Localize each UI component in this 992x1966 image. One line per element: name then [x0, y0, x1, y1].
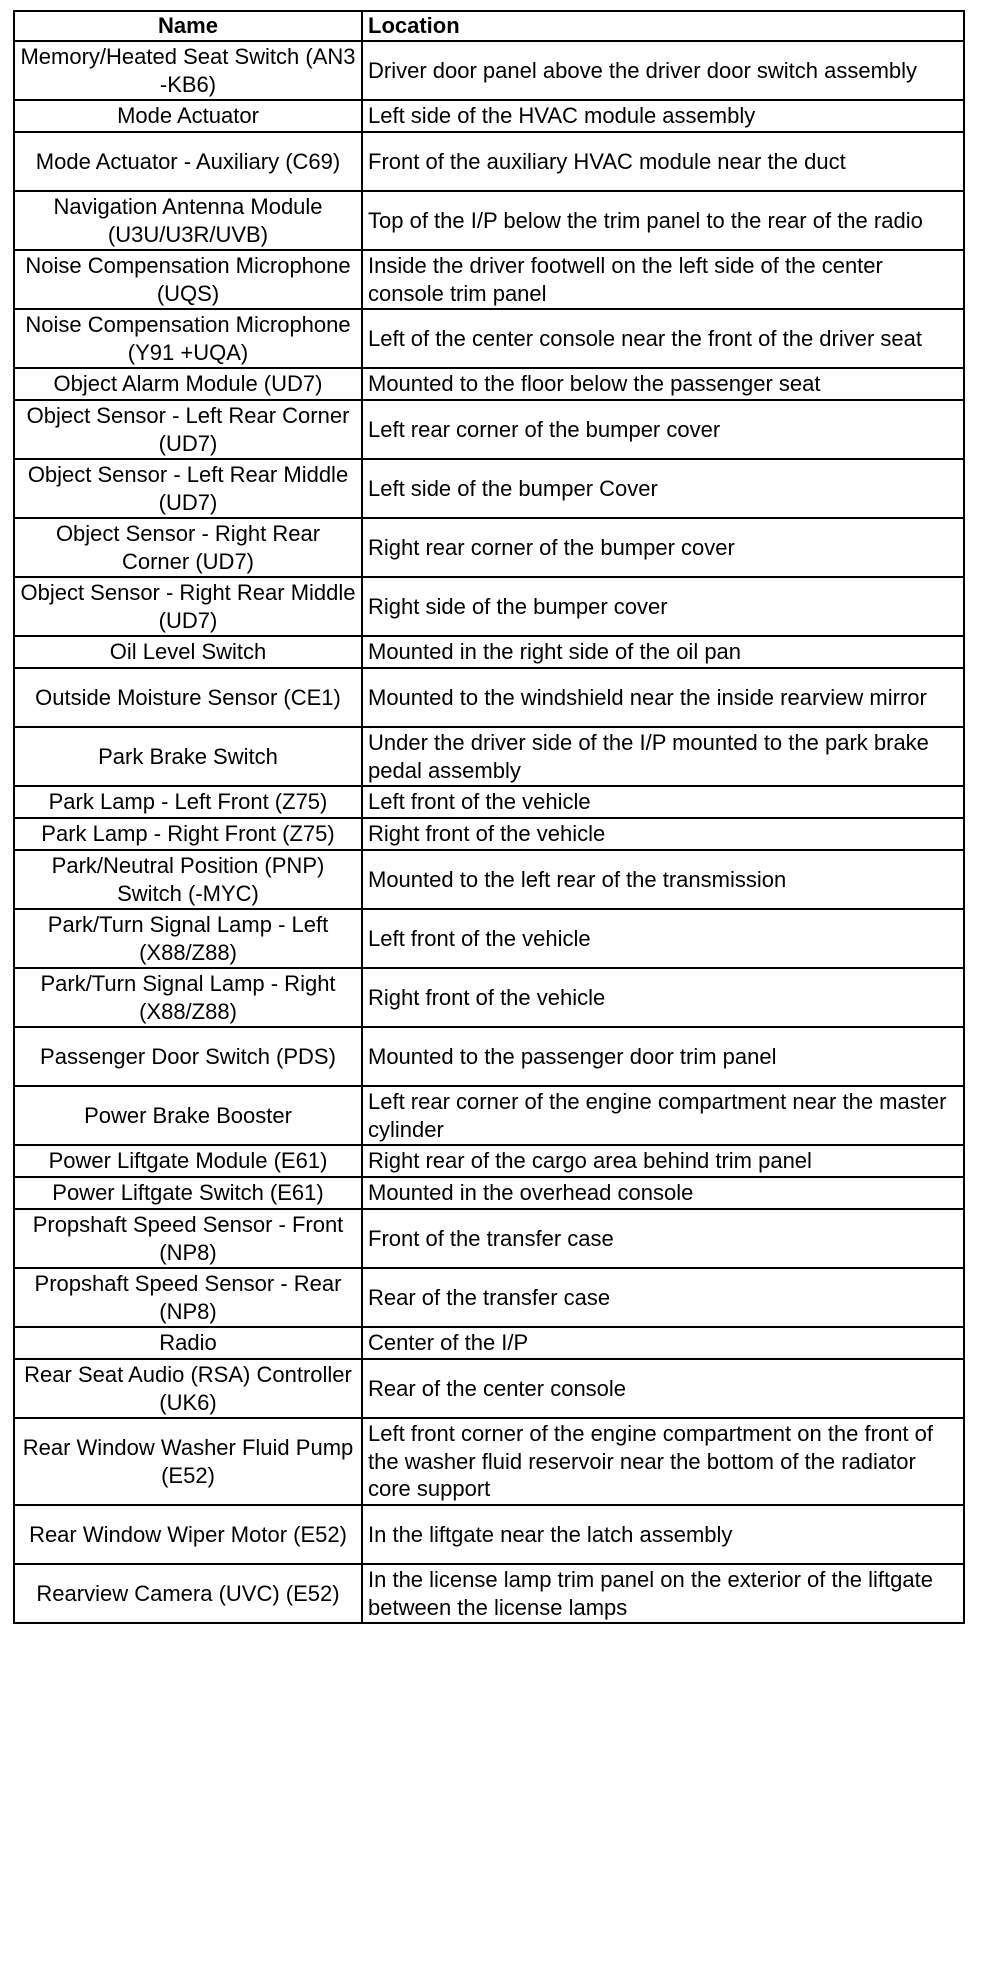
table-row — [14, 818, 964, 850]
cell-name: Rear Window Wiper Motor (E52) — [14, 1505, 362, 1564]
table-row — [14, 368, 964, 400]
cell-name: Park/Turn Signal Lamp - Right (X88/Z88) — [14, 968, 362, 1027]
table-row — [14, 850, 964, 909]
cell-location: Under the driver side of the I/P mounted to the park brake pedal assembly — [362, 727, 964, 786]
table-row — [14, 1418, 964, 1505]
cell-name: Park/Neutral Position (PNP) Switch (-MYC) — [14, 850, 362, 909]
table-row — [14, 1145, 964, 1177]
cell-location: Left of the center console near the front of the driver seat — [362, 309, 964, 368]
table-row — [14, 41, 964, 100]
table-row — [14, 1505, 964, 1564]
cell-name: Object Sensor - Left Rear Corner (UD7) — [14, 400, 362, 459]
cell-name: Mode Actuator - Auxiliary (C69) — [14, 132, 362, 191]
table-row — [14, 1177, 964, 1209]
table-row — [14, 400, 964, 459]
table-row — [14, 636, 964, 668]
table-row — [14, 968, 964, 1027]
cell-name: Radio — [14, 1327, 362, 1359]
cell-location: Mounted to the left rear of the transmission — [362, 850, 964, 909]
header-location: Location — [362, 11, 964, 41]
cell-name: Power Liftgate Module (E61) — [14, 1145, 362, 1177]
cell-location: Mounted to the windshield near the inside rearview mirror — [362, 668, 964, 727]
cell-name: Object Alarm Module (UD7) — [14, 368, 362, 400]
table-row — [14, 727, 964, 786]
cell-location: Mounted to the passenger door trim panel — [362, 1027, 964, 1086]
table-row — [14, 909, 964, 968]
table-row — [14, 577, 964, 636]
cell-location: In the liftgate near the latch assembly — [362, 1505, 964, 1564]
cell-location: Front of the transfer case — [362, 1209, 964, 1268]
table-row — [14, 1327, 964, 1359]
cell-name: Rear Seat Audio (RSA) Controller (UK6) — [14, 1359, 362, 1418]
cell-location: Top of the I/P below the trim panel to the rear of the radio — [362, 191, 964, 250]
component-location-table — [13, 10, 965, 1624]
table-row — [14, 1209, 964, 1268]
table-row — [14, 191, 964, 250]
cell-location: Inside the driver footwell on the left side of the center console trim panel — [362, 250, 964, 309]
cell-location: Rear of the center console — [362, 1359, 964, 1418]
cell-name: Park/Turn Signal Lamp - Left (X88/Z88) — [14, 909, 362, 968]
table-row — [14, 518, 964, 577]
cell-location: Left side of the bumper Cover — [362, 459, 964, 518]
table-row — [14, 1086, 964, 1145]
cell-location: Right side of the bumper cover — [362, 577, 964, 636]
cell-location: Right rear corner of the bumper cover — [362, 518, 964, 577]
table-row — [14, 1359, 964, 1418]
document-page — [13, 10, 963, 1624]
table-row — [14, 100, 964, 132]
cell-name: Noise Compensation Microphone (Y91 +UQA) — [14, 309, 362, 368]
cell-location: Center of the I/P — [362, 1327, 964, 1359]
cell-name: Power Liftgate Switch (E61) — [14, 1177, 362, 1209]
cell-location: Left rear corner of the engine compartment near the master cylinder — [362, 1086, 964, 1145]
table-row — [14, 668, 964, 727]
cell-name: Passenger Door Switch (PDS) — [14, 1027, 362, 1086]
cell-location: Rear of the transfer case — [362, 1268, 964, 1327]
cell-name: Park Brake Switch — [14, 727, 362, 786]
cell-location: Mounted in the overhead console — [362, 1177, 964, 1209]
table-row — [14, 250, 964, 309]
cell-name: Mode Actuator — [14, 100, 362, 132]
cell-location: Driver door panel above the driver door switch assembly — [362, 41, 964, 100]
cell-location: Mounted to the floor below the passenger seat — [362, 368, 964, 400]
cell-name: Park Lamp - Left Front (Z75) — [14, 786, 362, 818]
cell-name: Object Sensor - Right Rear Middle (UD7) — [14, 577, 362, 636]
cell-location: Front of the auxiliary HVAC module near the duct — [362, 132, 964, 191]
cell-name: Park Lamp - Right Front (Z75) — [14, 818, 362, 850]
cell-name: Rear Window Washer Fluid Pump (E52) — [14, 1418, 362, 1505]
cell-name: Navigation Antenna Module (U3U/U3R/UVB) — [14, 191, 362, 250]
cell-name: Noise Compensation Microphone (UQS) — [14, 250, 362, 309]
cell-name: Outside Moisture Sensor (CE1) — [14, 668, 362, 727]
cell-name: Object Sensor - Left Rear Middle (UD7) — [14, 459, 362, 518]
cell-location: Right rear of the cargo area behind trim panel — [362, 1145, 964, 1177]
cell-name: Memory/Heated Seat Switch (AN3 -KB6) — [14, 41, 362, 100]
cell-name: Power Brake Booster — [14, 1086, 362, 1145]
table-row — [14, 1564, 964, 1623]
cell-location: Left front corner of the engine compartment on the front of the washer fluid reservoir near the bottom of the radiator core support — [362, 1418, 964, 1505]
table-row — [14, 1268, 964, 1327]
table-row — [14, 459, 964, 518]
table-row — [14, 786, 964, 818]
cell-name: Propshaft Speed Sensor - Rear (NP8) — [14, 1268, 362, 1327]
cell-location: Right front of the vehicle — [362, 968, 964, 1027]
table-row — [14, 132, 964, 191]
cell-location: Mounted in the right side of the oil pan — [362, 636, 964, 668]
cell-name: Propshaft Speed Sensor - Front (NP8) — [14, 1209, 362, 1268]
header-name: Name — [14, 11, 362, 41]
table-row — [14, 1027, 964, 1086]
cell-name: Oil Level Switch — [14, 636, 362, 668]
cell-name: Object Sensor - Right Rear Corner (UD7) — [14, 518, 362, 577]
cell-location: Left side of the HVAC module assembly — [362, 100, 964, 132]
cell-location: Right front of the vehicle — [362, 818, 964, 850]
cell-location: Left front of the vehicle — [362, 786, 964, 818]
cell-name: Rearview Camera (UVC) (E52) — [14, 1564, 362, 1623]
cell-location: In the license lamp trim panel on the exterior of the liftgate between the license lamps — [362, 1564, 964, 1623]
cell-location: Left rear corner of the bumper cover — [362, 400, 964, 459]
table-header-row — [14, 11, 964, 41]
cell-location: Left front of the vehicle — [362, 909, 964, 968]
table-row — [14, 309, 964, 368]
